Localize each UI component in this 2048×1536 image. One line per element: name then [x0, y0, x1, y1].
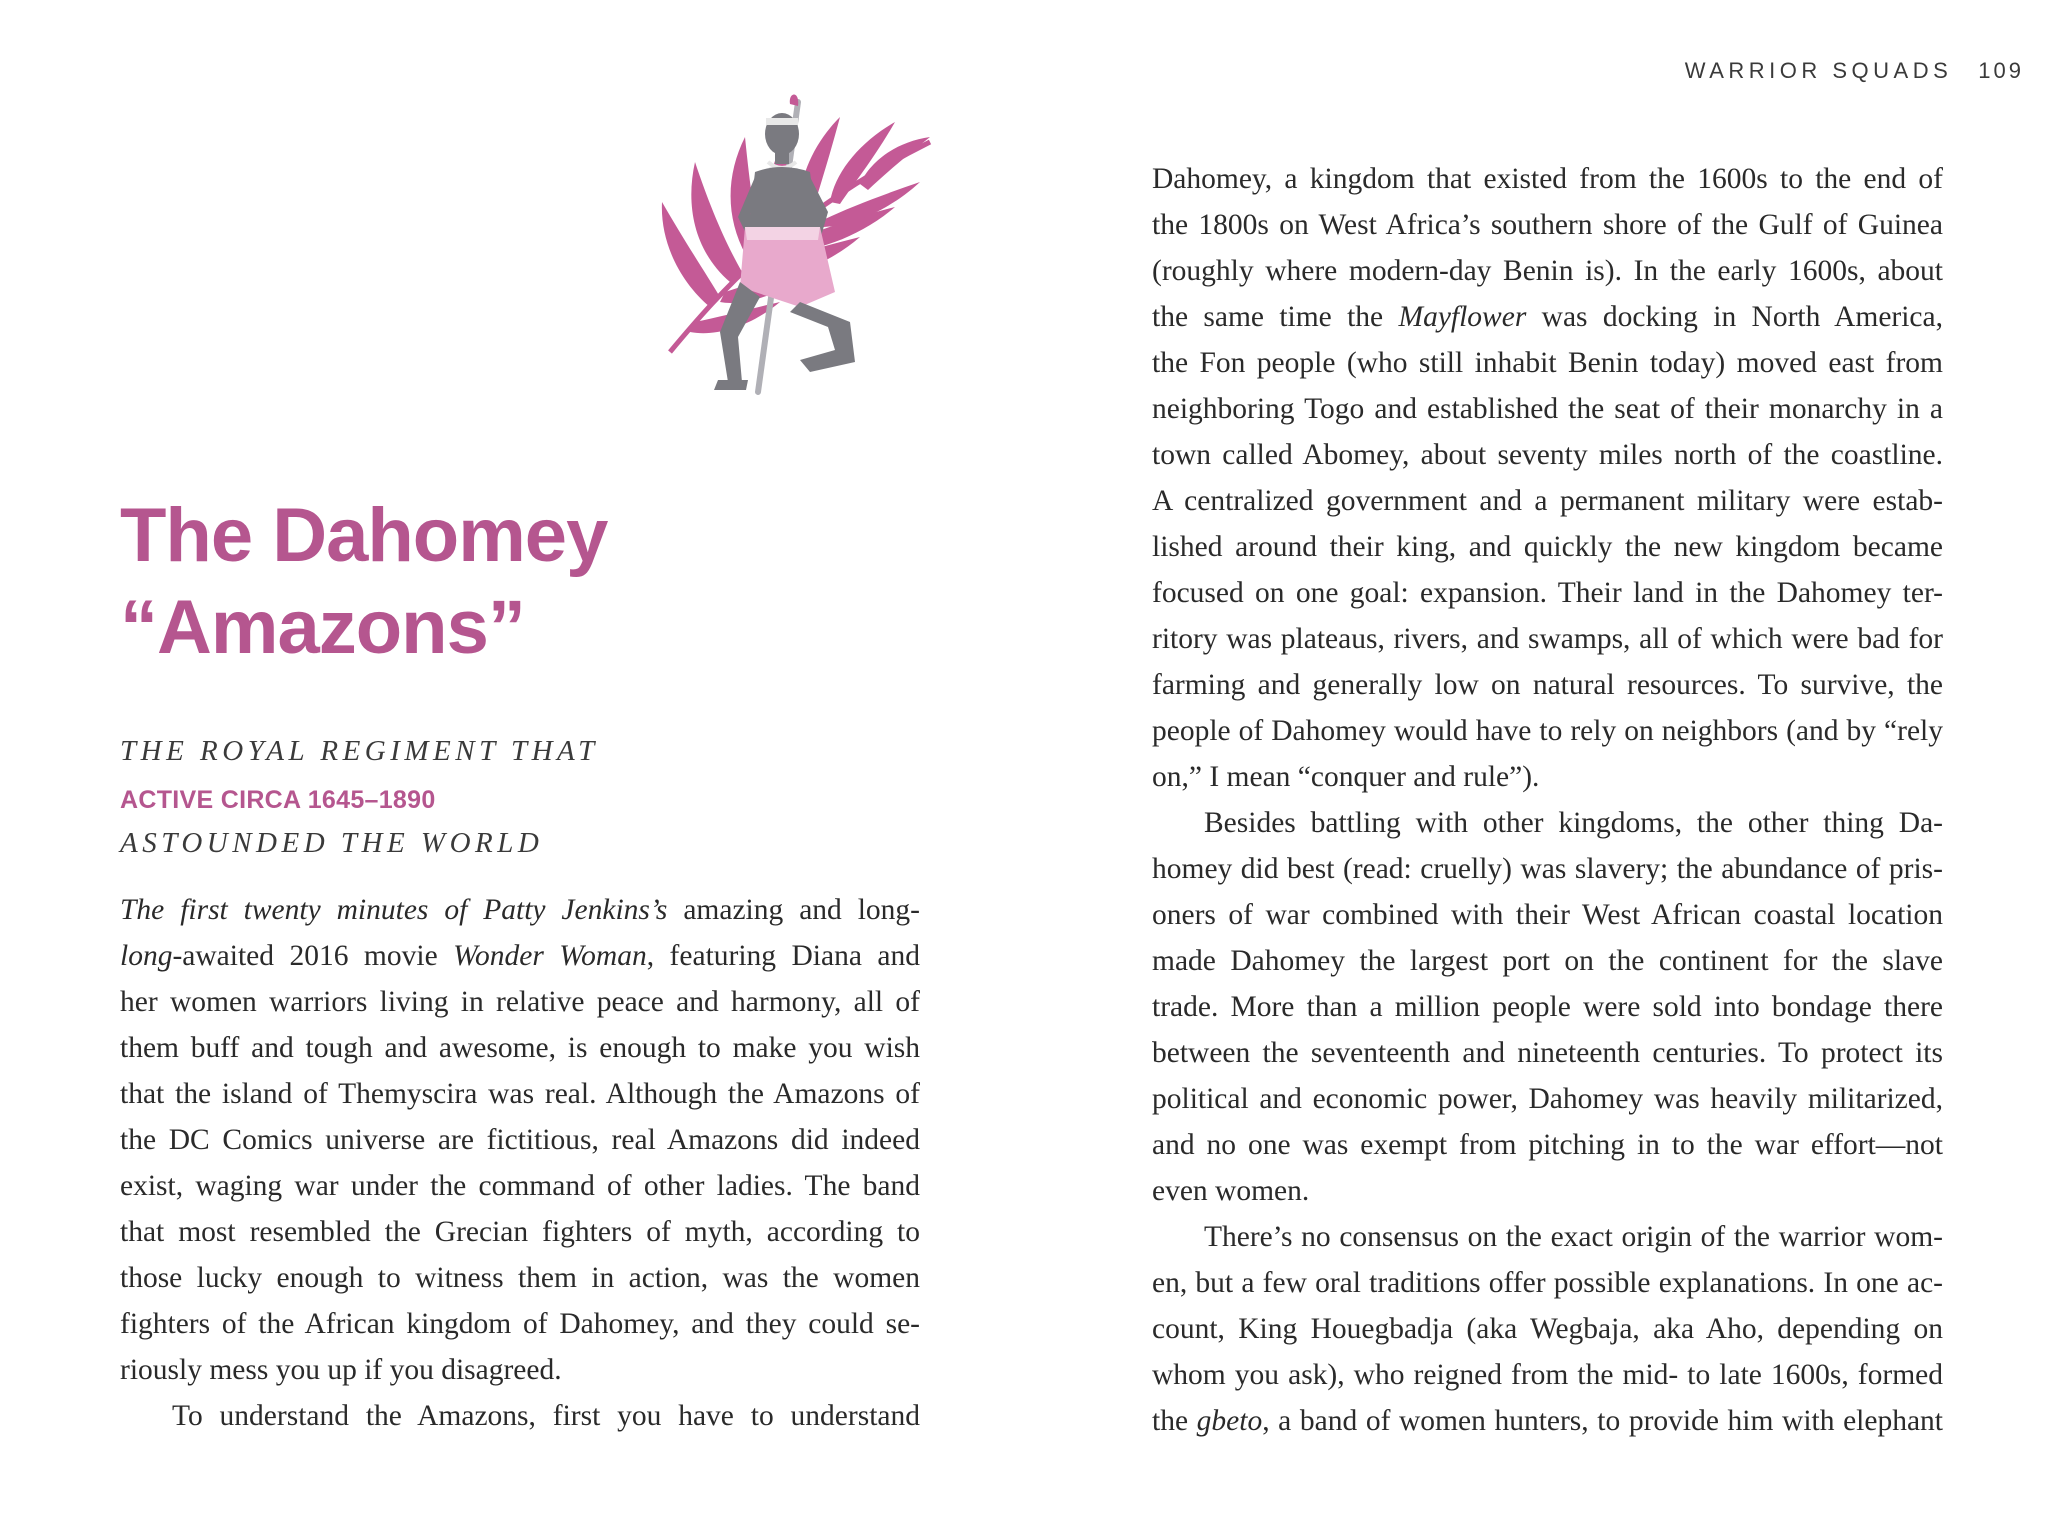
text-line: ritory was plateaus, rivers, and swamps, all of which were bad for [1152, 623, 1943, 655]
text-line: exist, waging war under the command of other ladies. The band [120, 1170, 920, 1202]
text-line [1152, 294, 1943, 340]
chapter-dates: ACTIVE CIRCA 1645–1890 [120, 786, 436, 814]
text-line: those lucky enough to witness them in action, was the women [120, 1262, 920, 1294]
chapter-subtitle-line1: THE ROYAL REGIMENT THAT [120, 735, 599, 767]
text-line [1152, 1398, 1943, 1444]
text-segment: amazing and long- [667, 894, 920, 926]
text-line: fighters of the African kingdom of Dahomey, and they could se- [120, 1308, 920, 1340]
text-line: the 1800s on West Africa’s southern shore of the Gulf of Guinea [1152, 209, 1943, 241]
text-line: her women warriors living in relative peace and harmony, all of [120, 986, 920, 1018]
text-segment-italic: Mayflower [1398, 301, 1527, 333]
text-line: made Dahomey the largest port on the continent for the slave [1152, 945, 1943, 977]
text-line: riously mess you up if you disagreed. [120, 1354, 562, 1386]
text-line: count, King Houegbadja (aka Wegbaja, aka Aho, depending on [1152, 1313, 1943, 1345]
running-head [1685, 58, 2024, 84]
text-line: the DC Comics universe are fictitious, real Amazons did indeed [120, 1124, 920, 1156]
text-line: the Fon people (who still inhabit Benin today) moved east from [1152, 347, 1943, 379]
text-line: between the seventeenth and nineteenth centuries. To protect its [1152, 1037, 1943, 1069]
text-segment: -awaited 2016 movie [172, 940, 454, 972]
text-segment-italic: long [120, 940, 173, 972]
chapter-title-line1: The Dahomey [120, 493, 608, 578]
text-line: Besides battling with other kingdoms, the other thing Da- [1204, 807, 1943, 839]
text-line: and no one was exempt from pitching in to the war effort—not [1152, 1129, 1943, 1161]
text-line: homey did best (read: cruelly) was slavery; the abundance of pris- [1152, 853, 1943, 885]
text-line: There’s no consensus on the exact origin of the warrior wom- [1204, 1221, 1943, 1253]
text-line: en, but a few oral traditions offer possible explanations. In one ac- [1152, 1267, 1943, 1299]
text-line: that the island of Themyscira was real. Although the Amazons of [120, 1078, 920, 1110]
left-column-text [120, 887, 920, 1439]
text-line: whom you ask), who reigned from the mid- to late 1600s, formed [1152, 1359, 1943, 1391]
text-line [120, 887, 920, 933]
page-number: 109 [1978, 58, 2024, 83]
text-line: Dahomey, a kingdom that existed from the 1600s to the end of [1152, 163, 1943, 195]
text-line: them buff and tough and awesome, is enough to make you wish [120, 1032, 920, 1064]
text-line: To understand the Amazons, first you have to understand [172, 1400, 920, 1432]
text-line: A centralized government and a permanent military were estab- [1152, 485, 1943, 517]
text-segment-italic: gbeto [1196, 1405, 1263, 1437]
text-line [120, 933, 920, 979]
text-segment: the [1152, 1405, 1197, 1437]
chapter-title-line2: “Amazons” [120, 585, 525, 670]
chapter-title [120, 490, 820, 674]
text-line: neighboring Togo and established the seat of their monarchy in a [1152, 393, 1943, 425]
text-line: political and economic power, Dahomey was heavily militarized, [1152, 1083, 1943, 1115]
text-line: lished around their king, and quickly the new kingdom became [1152, 531, 1943, 563]
text-line: focused on one goal: expansion. Their land in the Dahomey ter- [1152, 577, 1943, 609]
text-line: oners of war combined with their West African coastal location [1152, 899, 1943, 931]
text-segment: the same time the [1152, 301, 1399, 333]
text-segment: was docking in North America, [1526, 301, 1943, 333]
text-segment: , featuring Diana and [646, 940, 920, 972]
text-line: trade. More than a million people were sold into bondage there [1152, 991, 1943, 1023]
text-line: even women. [1152, 1175, 1310, 1207]
text-line: people of Dahomey would have to rely on neighbors (and by “rely [1152, 715, 1943, 747]
text-segment: , a band of women hunters, to provide him with elephant [1262, 1405, 1943, 1437]
text-line: farming and generally low on natural resources. To survive, the [1152, 669, 1943, 701]
text-line: that most resembled the Grecian fighters of myth, according to [120, 1216, 920, 1248]
text-line: town called Abomey, about seventy miles north of the coastline. [1152, 439, 1943, 471]
text-line: (roughly where modern-day Benin is). In the early 1600s, about [1152, 255, 1943, 287]
chapter-subtitle-line2: ASTOUNDED THE WORLD [120, 827, 544, 859]
text-segment-italic: Wonder Woman [453, 940, 647, 972]
text-segment-italic: The first twenty minutes of Patty Jenkins’s [120, 894, 668, 926]
text-line: on,” I mean “conquer and rule”). [1152, 761, 1540, 793]
warrior-illustration [650, 92, 940, 412]
section-title: WARRIOR SQUADS [1684, 58, 1953, 83]
right-column-text [1152, 156, 1943, 1444]
